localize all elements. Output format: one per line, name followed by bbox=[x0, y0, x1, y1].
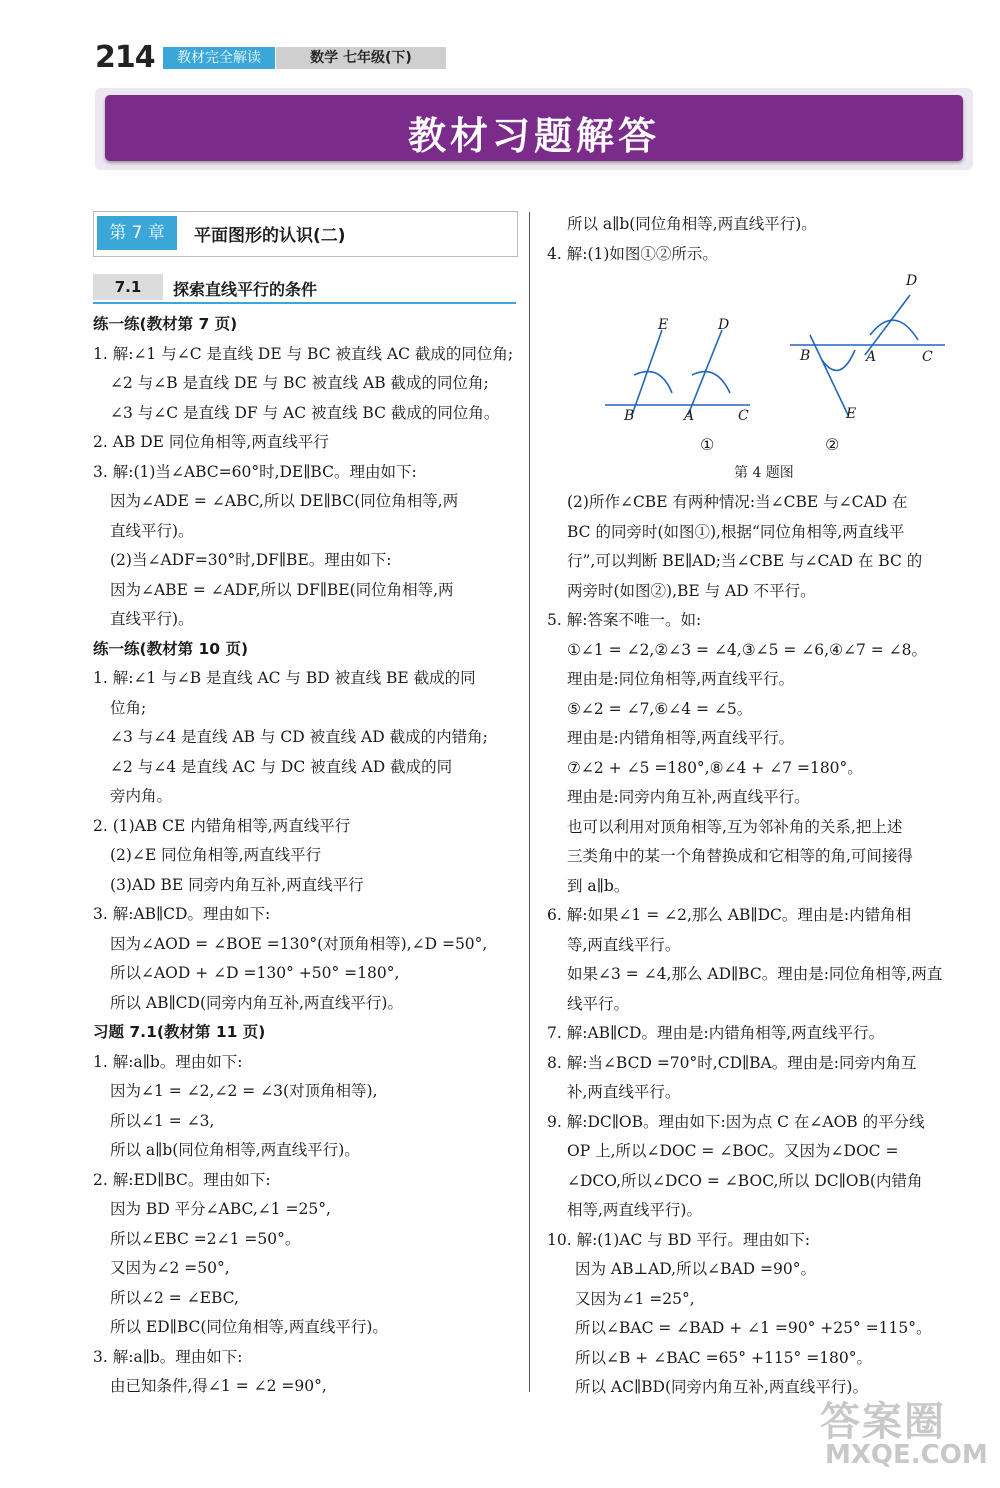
text-line: (3)AD BE 同旁内角互补,两直线平行 bbox=[110, 875, 364, 894]
figure-problem-4 bbox=[600, 265, 970, 485]
text-line: 3. 解:AB∥CD。理由如下: bbox=[93, 905, 271, 923]
text-line: 理由是:同旁内角互补,两直线平行。 bbox=[567, 788, 810, 806]
fig1-label-d: D bbox=[718, 317, 730, 333]
text-line: 所以∠2 = ∠EBC, bbox=[110, 1288, 239, 1307]
text-line: 因为 AB⊥AD,所以∠BAD =90°。 bbox=[575, 1260, 816, 1278]
fig1-line-ad bbox=[688, 330, 722, 415]
text-line: 如果∠3 = ∠4,那么 AD∥BC。理由是:同位角相等,两直 bbox=[567, 965, 943, 983]
text-line: 所以 ED∥BC(同位角相等,两直线平行)。 bbox=[110, 1318, 388, 1336]
text-line: 由已知条件,得∠1 = ∠2 =90°, bbox=[110, 1377, 327, 1395]
fig1-label-e: E bbox=[658, 317, 669, 333]
fig1-arc-b bbox=[634, 372, 672, 393]
text-line: ∠2 与∠B 是直线 DE 与 BC 被直线 AB 截成的同位角; bbox=[110, 374, 489, 392]
text-line: 行”,可以判断 BE∥AD;当∠CBE 与∠CAD 在 BC 的 bbox=[567, 552, 923, 570]
text-line: 5. 解:答案不唯一。如: bbox=[547, 611, 702, 629]
text-line: ∠DCO,所以∠DCO = ∠BOC,所以 DC∥OB(内错角 bbox=[567, 1171, 923, 1190]
text-line: 因为∠ADE = ∠ABC,所以 DE∥BC(同位角相等,两 bbox=[110, 492, 459, 510]
text-line: 所以 a∥b(同位角相等,两直线平行)。 bbox=[567, 215, 817, 233]
banner bbox=[105, 95, 963, 161]
text-line: 又因为∠2 =50°, bbox=[110, 1259, 230, 1277]
text-line: 旁内角。 bbox=[110, 787, 173, 805]
text-line: 线平行。 bbox=[567, 994, 630, 1013]
fig2-line-ad bbox=[865, 295, 910, 355]
text-line: 9. 解:DC∥OB。理由如下:因为点 C 在∠AOB 的平分线 bbox=[547, 1112, 925, 1131]
text-line: 相等,两直线平行)。 bbox=[567, 1201, 702, 1219]
fig2-arc-a bbox=[870, 320, 918, 340]
chapter-tag: 第 7 章 bbox=[97, 216, 177, 250]
text-line: 2. (1)AB CE 内错角相等,两直线平行 bbox=[93, 816, 351, 835]
text-line: 理由是:同位角相等,两直线平行。 bbox=[567, 670, 795, 688]
text-line: 6. 解:如果∠1 = ∠2,那么 AB∥DC。理由是:内错角相 bbox=[547, 906, 912, 924]
fig2-label-e: E bbox=[846, 406, 857, 422]
watermark-text: 答案圈 bbox=[820, 1399, 946, 1445]
text-line: 因为∠1 = ∠2,∠2 = ∠3(对顶角相等), bbox=[110, 1082, 378, 1100]
exercise-heading: 练一练(教材第 7 页) bbox=[93, 315, 238, 333]
fig2-label-d: D bbox=[906, 273, 918, 289]
fig2-label-a: A bbox=[866, 349, 877, 365]
text-line: BC 的同旁时(如图①),根据“同位角相等,两直线平 bbox=[567, 522, 905, 541]
text-line: 所以 AB∥CD(同旁内角互补,两直线平行)。 bbox=[110, 993, 403, 1012]
text-line: 位角; bbox=[110, 698, 147, 717]
text-line: (2)当∠ADF=30°时,DF∥BE。理由如下: bbox=[110, 551, 392, 569]
text-line: 所以 AC∥BD(同旁内角互补,两直线平行)。 bbox=[575, 1378, 868, 1396]
exercise-heading: 习题 7.1(教材第 11 页) bbox=[93, 1023, 266, 1041]
text-line: 两旁时(如图②),BE 与 AD 不平行。 bbox=[567, 581, 816, 600]
book-tag: 教材完全解读 bbox=[163, 47, 275, 69]
text-line: ∠2 与∠4 是直线 AC 与 DC 被直线 AD 截成的同 bbox=[110, 757, 453, 776]
fig2-arc-b bbox=[822, 350, 855, 370]
banner-title: 教材习题解答 bbox=[407, 114, 660, 158]
fig1-line-be bbox=[632, 330, 662, 415]
fig2-number: ② bbox=[825, 435, 840, 454]
text-line: 所以∠EBC =2∠1 =50°。 bbox=[110, 1229, 301, 1248]
text-line: 也可以利用对顶角相等,互为邻补角的关系,把上述 bbox=[567, 817, 903, 836]
text-line: (2)所作∠CBE 有两种情况:当∠CBE 与∠CAD 在 bbox=[567, 493, 908, 511]
text-line: 到 a∥b。 bbox=[567, 876, 630, 895]
text-line: 所以∠AOD + ∠D =130° +50° =180°, bbox=[110, 964, 400, 982]
text-line: 8. 解:当∠BCD =70°时,CD∥BA。理由是:同旁内角互 bbox=[547, 1053, 917, 1072]
text-line: 所以∠B + ∠BAC =65° +115° =180°。 bbox=[575, 1348, 873, 1367]
text-line: 三类角中的某一个角替换成和它相等的角,可间接得 bbox=[567, 847, 913, 865]
text-line: 因为∠ABE = ∠ADF,所以 DF∥BE(同位角相等,两 bbox=[110, 580, 454, 599]
text-line: 1. 解:∠1 与∠B 是直线 AC 与 BD 被直线 BE 截成的同 bbox=[93, 669, 476, 687]
fig1-label-c: C bbox=[738, 408, 749, 424]
fig1-number: ① bbox=[700, 435, 715, 454]
text-line: OP 上,所以∠DOC = ∠BOC。又因为∠DOC = bbox=[567, 1142, 899, 1160]
subject-tag: 数学 七年级(下) bbox=[276, 47, 446, 69]
watermark-url: MXQE.COM bbox=[825, 1440, 988, 1470]
section-number: 7.1 bbox=[93, 274, 163, 300]
text-line: 1. 解:∠1 与∠C 是直线 DE 与 BC 被直线 AC 截成的同位角; bbox=[93, 344, 514, 363]
section-title: 探索直线平行的条件 bbox=[173, 280, 318, 299]
page-number: 214 bbox=[95, 40, 155, 75]
text-line: 所以∠BAC = ∠BAD + ∠1 =90° +25° =115°。 bbox=[575, 1319, 932, 1337]
text-line: ∠3 与∠4 是直线 AB 与 CD 被直线 AD 截成的内错角; bbox=[110, 728, 488, 746]
text-line: 1. 解:a∥b。理由如下: bbox=[93, 1052, 243, 1071]
exercise-heading: 练一练(教材第 10 页) bbox=[93, 639, 249, 658]
text-line: (2)∠E 同位角相等,两直线平行 bbox=[110, 846, 322, 864]
text-line: 又因为∠1 =25°, bbox=[575, 1289, 695, 1308]
section-heading bbox=[93, 274, 516, 304]
chapter-title: 平面图形的认识(二) bbox=[194, 226, 346, 246]
text-line: 等,两直线平行。 bbox=[567, 935, 681, 954]
text-line: 理由是:内错角相等,两直线平行。 bbox=[567, 729, 795, 747]
fig2-label-c: C bbox=[922, 349, 933, 365]
fig1-label-a: A bbox=[684, 408, 695, 424]
figure-caption: 第 4 题图 bbox=[734, 465, 794, 481]
text-line: 3. 解:a∥b。理由如下: bbox=[93, 1347, 243, 1366]
text-line: 2. AB DE 同位角相等,两直线平行 bbox=[93, 433, 329, 451]
text-line: ①∠1 = ∠2,②∠3 = ∠4,③∠5 = ∠6,④∠7 = ∠8。 bbox=[567, 640, 928, 659]
text-line: 7. 解:AB∥CD。理由是:内错角相等,两直线平行。 bbox=[547, 1024, 885, 1042]
column-divider bbox=[529, 212, 530, 1392]
chapter-heading bbox=[93, 211, 518, 257]
fig2-label-b: B bbox=[800, 348, 811, 364]
text-line: 直线平行)。 bbox=[110, 610, 194, 628]
fig1-label-b: B bbox=[624, 408, 635, 424]
text-line: 10. 解:(1)AC 与 BD 平行。理由如下: bbox=[547, 1230, 811, 1249]
figure-1 bbox=[605, 330, 750, 415]
text-line: 所以 a∥b(同位角相等,两直线平行)。 bbox=[110, 1141, 360, 1159]
text-line: ∠3 与∠C 是直线 DF 与 AC 被直线 BC 截成的同位角。 bbox=[110, 403, 500, 422]
text-line: 4. 解:(1)如图①②所示。 bbox=[547, 244, 718, 263]
fig2-line-be bbox=[810, 335, 848, 415]
text-line: 2. 解:ED∥BC。理由如下: bbox=[93, 1170, 271, 1189]
text-line: 3. 解:(1)当∠ABC=60°时,DE∥BC。理由如下: bbox=[93, 462, 417, 481]
text-line: 所以∠1 = ∠3, bbox=[110, 1111, 215, 1130]
text-line: 因为∠AOD = ∠BOE =130°(对顶角相等),∠D =50°, bbox=[110, 934, 488, 953]
text-line: 直线平行)。 bbox=[110, 521, 194, 540]
text-line: ⑦∠2 + ∠5 =180°,⑧∠4 + ∠7 =180°。 bbox=[567, 758, 863, 777]
text-line: 补,两直线平行。 bbox=[567, 1083, 681, 1101]
text-line: ⑤∠2 = ∠7,⑥∠4 = ∠5。 bbox=[567, 699, 753, 718]
watermark bbox=[815, 1390, 995, 1480]
text-line: 因为 BD 平分∠ABC,∠1 =25°, bbox=[110, 1200, 331, 1218]
